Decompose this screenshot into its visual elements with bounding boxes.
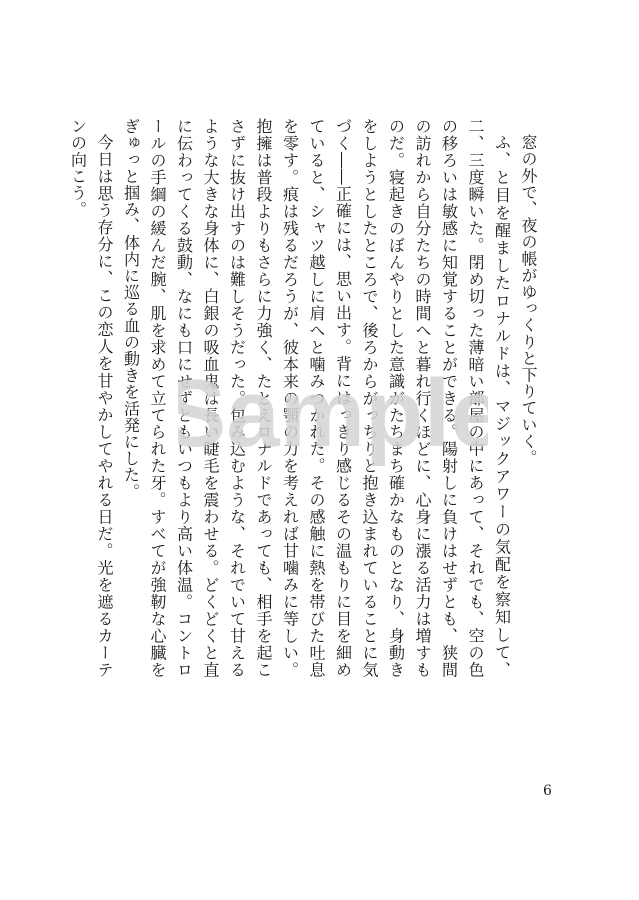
paragraph-1: 窓の外で、夜の帳がゆっくりと下りていく。: [519, 134, 538, 466]
paragraph-2: ふ、と目を醒ましたロナルドは、マジックアワーの気配を察知して、二、三度瞬いた。閉め切った薄暗い部屋の中にあって、それでも、空の色の移ろいは敏感に知覚することができる。陽射しに負けはせずとも、狭間の訪れから自分たちの時間へと暮れ行くほどに、心身に漲る活力は増すものだ。寝起きのぼんやりとした意識がたちまち確かなものとなり、身動きをしようとしたところで、後ろからがっちりと抱き込まれていることに気づく――正確には、思い出す。背にはっきり感じるその温もりに目を細めていると、シャツ越しに肩へと噛みつかれた。その感触に熱を帯びた吐息を零す。痕は残るだろうが、彼本来の顎の力を考えれば甘噛みに等しい。抱擁は普段よりもさらに力強く、たとえロナルドであっても、相手を起こさずに抜け出すのは難しそうだった。包み込むような、それでいて甘えるような大きな身体に、白銀の吸血鬼は長い睫毛を震わせる。どくどくと直に伝わってくる鼓動、なにも口にせずともいつもより高い体温。コントロールの手綱の緩んだ腕、肌を求めて立てられた牙。すべてが強靭な心臓をぎゅっと掴み、体内に巡る血の動きを活発にした。: [121, 118, 512, 678]
paragraph-3: 今日は思う存分に、この恋人を甘やかしてやれる日だ。光を遮るカーテンの向こう。: [68, 118, 114, 678]
page-number: 6: [543, 783, 552, 799]
vertical-text-body: [68, 118, 541, 678]
watermark-text: Sample: [178, 360, 488, 467]
